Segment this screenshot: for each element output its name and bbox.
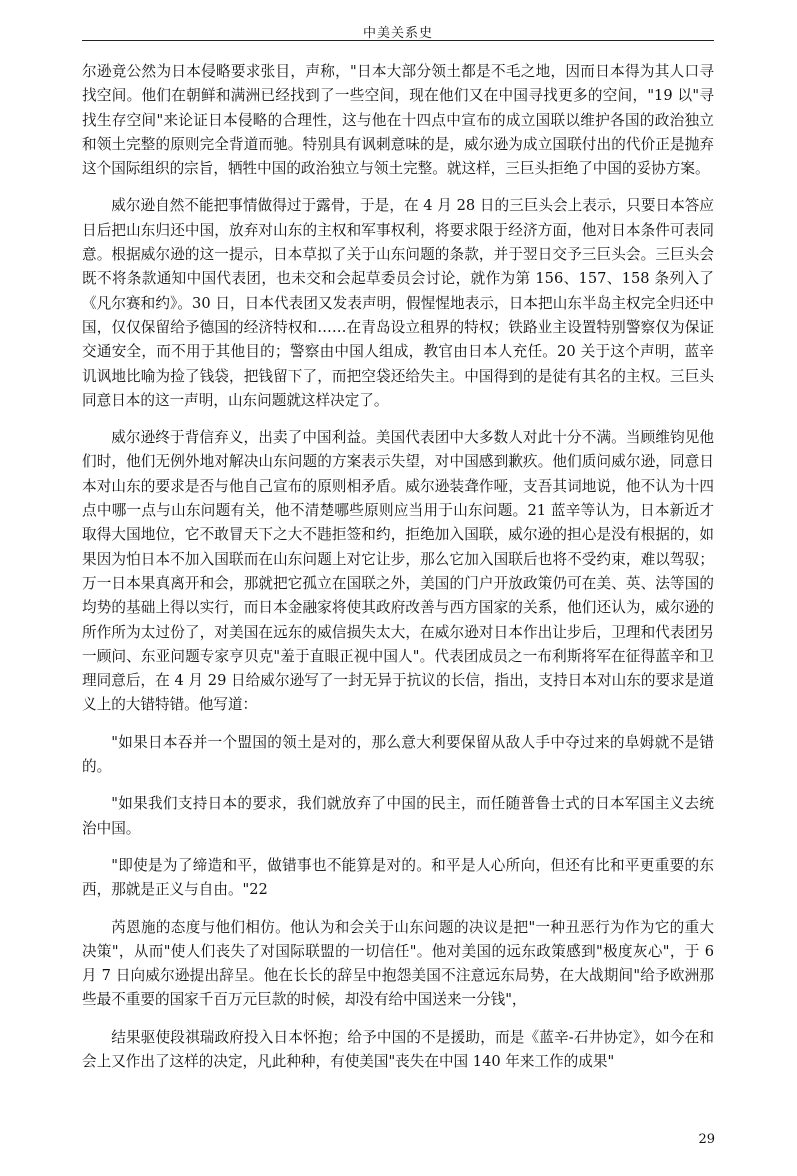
page-number: 29 — [698, 1132, 715, 1147]
quote-paragraph-3: "即使是为了缔造和平，做错事也不能算是对的。和平是人心所向，但还有比和平更重要的东西，那就是正义与自由。"22 — [82, 856, 714, 899]
running-header: 中美关系史 — [362, 26, 433, 41]
paragraph-2: 威尔逊自然不能把事情做得过于露骨，于是，在 4 月 28 日的三巨头会上表示，只要日本答应日后把山东归还中国，放弃对山东的主权和军事权利，将要求限于经济方面，他对日本条件可表同意。根据威尔逊的这一提示，日本草拟了关于山东问题的条款，并于翌日交予三巨头会。三巨头会既不将条款通知中国代表团，也未交和会起草委员会讨论，就作为第 156、157、158 条列入了《凡尔赛和约》。30 日，日本代表团又发表声明，假惺惺地表示，日本把山东半岛主权完全归还中国，仅仅保留给予德国的经济特权和……在青岛设立租界的特权；铁路业主设置特别警察仅为保证交通安全，而不用于其他目的；警察由中国人组成，教官由日本人充任。20 关于这个声明，蓝辛讥讽地比喻为捡了钱袋，把钱留下了，而把空袋还给失主。中国得到的是徒有其名的主权。三巨头同意日本的这一声明，山东问题就这样决定了。 — [82, 197, 714, 409]
quote-paragraph-2: "如果我们支持日本的要求，我们就放弃了中国的民主，而任随普鲁士式的日本军国主义去统治中国。 — [82, 795, 714, 837]
paragraph-3: 威尔逊终于背信弃义，出卖了中国利益。美国代表团中大多数人对此十分不满。当顾维钧见他们时，他们无例外地对解决山东问题的方案表示失望，对中国感到歉疚。他们质问威尔逊，同意日本对山东的要求是否与他自己宣布的原则相矛盾。威尔逊装聋作哑，支吾其词地说，他不认为十四点中哪一点与山东问题有关，他不清楚哪些原则应当用于山东问题。21 蓝辛等认为，日本新近才取得大国地位，它不敢冒天下之大不韪拒签和约，拒绝加入国联，威尔逊的担心是没有根据的，如果因为怕日本不加入国联而在山东问题上对它让步，那么它加入国联后也将不受约束，难以驾驭；万一日本果真离开和会，那就把它孤立在国联之外，美国的门户开放政策仍可在美、英、法等国的均势的基础上得以实行，而日本金融家将使其政府改善与西方国家的关系，他们还认为，威尔逊的所作所为太过份了，对美国在远东的威信损失太大，在威尔逊对日本作出让步后，卫理和代表团另一顾问、东亚问题专家亨贝克"羞于直眼正视中国人"。代表团成员之一布利斯将军在征得蓝辛和卫理同意后，在 4 月 29 日给威尔逊写了一封无异于抗议的长信，指出，支持日本对山东的要求是道义上的大错特错。他写道： — [82, 429, 714, 714]
page-body — [82, 60, 714, 1087]
quote-paragraph-1: "如果日本吞并一个盟国的领土是对的，那么意大利要保留从敌人手中夺过来的阜姆就不是错的。 — [82, 733, 714, 776]
paragraph-1: 尔逊竟公然为日本侵略要求张目，声称，"日本大部分领土都是不毛之地，因而日本得为其人口寻找空间。他们在朝鲜和满洲已经找到了一些空间，现在他们又在中国寻找更多的空间，"19 以"寻找生存空间"来论证日本侵略的合理性，这与他在十四点中宣布的成立国联以维护各国的政治独立和领土完整的原则完全背道而驰。特别具有讽刺意味的是，威尔逊为成立国联付出的代价正是抛弃这个国际组织的宗旨，牺牲中国的政治独立与领土完整。就这样，三巨头拒绝了中国的妥协方案。 — [82, 63, 714, 178]
paragraph-4: 芮恩施的态度与他们相仿。他认为和会关于山东问题的决议是把"一种丑恶行为作为它的重大决策"，从而"使人们丧失了对国际联盟的一切信任"。他对美国的远东政策感到"极度灰心"，于 6 月 7 日向威尔逊提出辞呈。他在长长的辞呈中抱怨美国不注意远东局势，在大战期间"给予欧洲那些最不重要的国家千百万元巨款的时候，却没有给中国送来一分钱"， — [82, 918, 714, 1009]
header-rule — [82, 40, 714, 41]
paragraph-5: 结果驱使段祺瑞政府投入日本怀抱；给予中国的不是援助，而是《蓝辛-石井协定》，如今在和会上又作出了这样的决定，凡此种种，有使美国"丧失在中国 140 年来工作的成果" — [82, 1028, 714, 1070]
